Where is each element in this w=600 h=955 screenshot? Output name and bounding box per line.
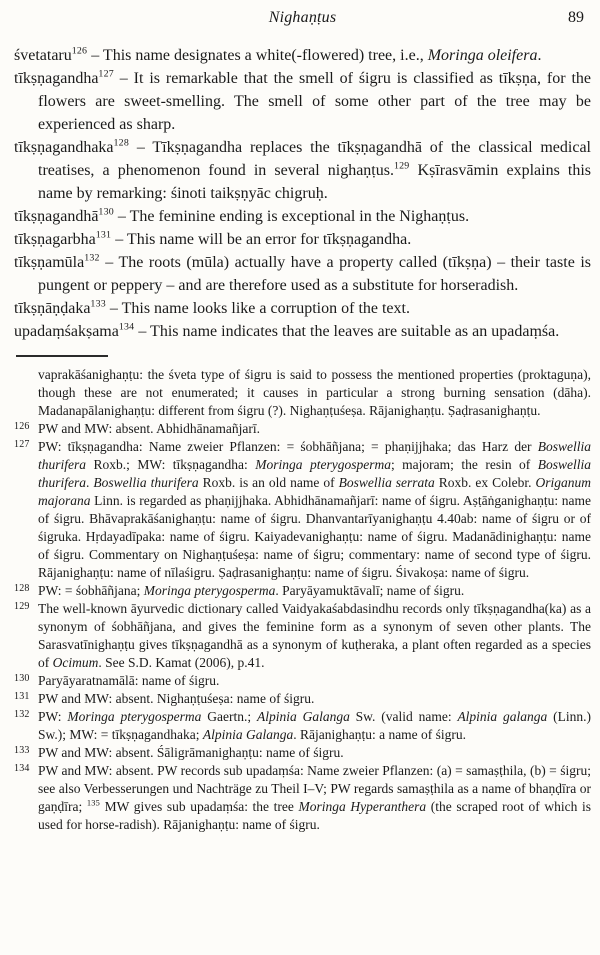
entry-tiksnagarbha: tīkṣṇagarbha$^{131}$ – This name will be an error for tīkṣṇagandha.: [14, 229, 412, 248]
entry-tiksnagandha: tīkṣṇagandha$^{127}$ – It is remarkable that the smell of śigru is classified as tīkṣṇa, for the flowers are sweet-smelling. The smell of some other part of the tree may be experienced as sharp.: [14, 68, 591, 133]
footnote-separator: [16, 355, 108, 357]
footnote-number: 129: [14, 601, 30, 612]
footnote-number: 130: [14, 673, 30, 684]
footnote-number: 133: [14, 745, 30, 756]
footnote-number: 134: [14, 763, 30, 774]
footnote-text: vaprakāśanighaṇṭu: the śveta type of śigru is said to possess the mentioned properties (proktaguṇa), though these are not enumerated; it causes in particular a strong burning sensation (dāha). Madanapālanighaṇṭu: different from śigru (?). Nighaṇṭuśeṣa. Rājanighaṇṭu. Ṣaḍrasanighaṇṭu.: [38, 367, 591, 418]
footnote-125-continuation: [14, 366, 591, 420]
footnote-129: [14, 600, 591, 672]
footnote-number: 132: [14, 709, 30, 720]
footnote-text: PW and MW: absent. PW records sub upadaṃśa: Name zweier Pflanzen: (a) = samaṣṭhila, (b) = śigru; see also Verbesserungen und Nachträge zu Theil I–V; PW regards samaṣṭhila as a name of bhaṇḍīra or gaṇḍīra; $^{135}$ MW gives sub upadaṃśa: the tree Moringa Hyperanthera (the scraped root of which is used for horse-radish). Rājanighaṇṭu: name of śigru.: [38, 763, 592, 832]
footnotes-section: [14, 366, 591, 834]
footnote-number: 128: [14, 583, 30, 594]
footnote-text: PW and MW: absent. Śāligrāmanighaṇṭu: name of śigru.: [38, 745, 344, 760]
footnote-text: The well-known āyurvedic dictionary called Vaidyakaśabdasindhu records only tīkṣṇagandha(ka) as a synonym of śobhāñjana, and gives the feminine form as a synonym of seven other plants. The Sarasvatīnighaṇṭu gives tīkṣṇagandhā as a synonym of kuṭheraka, a plant often regarded as a species of Ocimum. See S.D. Kamat (2006), p.41.: [38, 601, 591, 670]
footnote-number: 131: [14, 691, 30, 702]
entry-tiksnagandha-feminine: tīkṣṇagandhā$^{130}$ – The feminine ending is exceptional in the Nighaṇṭus.: [14, 206, 470, 225]
running-title: Nighaṇṭus: [268, 9, 337, 26]
footnote-number: 126: [14, 421, 30, 432]
footnote-text: PW and MW: absent. Abhidhānamañjarī.: [38, 421, 260, 436]
footnote-text: PW: tīkṣṇagandha: Name zweier Pflanzen: = śobhāñjana; = phaṇijjhaka; das Harz der Boswellia thurifera Roxb.; MW: tīkṣṇagandha: Moringa pterygosperma; majoram; the resin of Boswellia thurifera. Boswellia thurifera Roxb. is an old name of Boswellia serrata Roxb. ex Colebr. Origanum majorana Linn. is regarded as phaṇijjhaka. Abhidhānamañjarī: name of śigru. Aṣṭāṅganighaṇṭu: name of śigru. Bhāvaprakāśanighaṇṭu: name of śigru. Dhanvantarīyanighaṇṭu 4.40ab: name of śigru or of śigruka. Hṛdayadīpaka: name of śigru. Kaiyadevanighaṇṭu: name of śigru. Madanādinighaṇṭu: name of śigru. Commentary on Nighaṇṭuśeṣa: name of śigru; commentary: name of second type of śigru. Rājanighaṇṭu: name of nīlaśigru. Ṣaḍrasanighaṇṭu: name of śigru. Śivakoṣa: name of śigru.: [38, 439, 591, 580]
footnote-130: [14, 672, 591, 690]
entry-svetataru: śvetataru$^{126}$ – This name designates a white(-flowered) tree, i.e., Moringa oleifera.: [14, 45, 542, 64]
entry-tiksnandaka: tīkṣṇāṇḍaka$^{133}$ – This name looks like a corruption of the text.: [14, 298, 410, 317]
footnote-text: PW and MW: absent. Nighaṇṭuśeṣa: name of śigru.: [38, 691, 315, 706]
footnote-131: [14, 690, 591, 708]
footnote-text: PW: Moringa pterygosperma Gaertn.; Alpinia Galanga Sw. (valid name: Alpinia galanga (Linn.) Sw.); MW: = tīkṣṇagandhaka; Alpinia Galanga. Rājanighaṇṭu: a name of śigru.: [38, 709, 591, 742]
footnote-133: [14, 744, 591, 762]
entries-section: [14, 44, 591, 343]
entry-upadamsaksama: upadaṃśakṣama$^{134}$ – This name indicates that the leaves are suitable as an upadaṃśa.: [14, 321, 560, 340]
page-header: [14, 9, 591, 31]
entry-tiksnagandhaka: tīkṣṇagandhaka$^{128}$ – Tīkṣṇagandha replaces the tīkṣṇagandhā of the classical medical treatises, a phenomenon found in several nighaṇṭus.$^{129}$ Kṣīrasvāmin explains this name by remarking: śinoti taikṣṇyāc chigruḥ.: [14, 137, 592, 202]
footnote-126: [14, 420, 591, 438]
footnote-text: Paryāyaratnamālā: name of śigru.: [38, 673, 220, 688]
footnote-132: [14, 708, 591, 744]
footnote-number: 127: [14, 439, 30, 450]
footnote-134: [14, 762, 591, 834]
page-number: 89: [568, 9, 584, 26]
footnote-text: PW: = śobhāñjana; Moringa pterygosperma. Paryāyamuktāvalī; name of śigru.: [38, 583, 465, 598]
footnote-128: [14, 582, 591, 600]
footnote-127: [14, 438, 591, 582]
entry-tiksnamula: tīkṣṇamūla$^{132}$ – The roots (mūla) actually have a property called (tīkṣṇa) – their taste is pungent or peppery – and are therefore used as a substitute for horseradish.: [14, 252, 591, 294]
